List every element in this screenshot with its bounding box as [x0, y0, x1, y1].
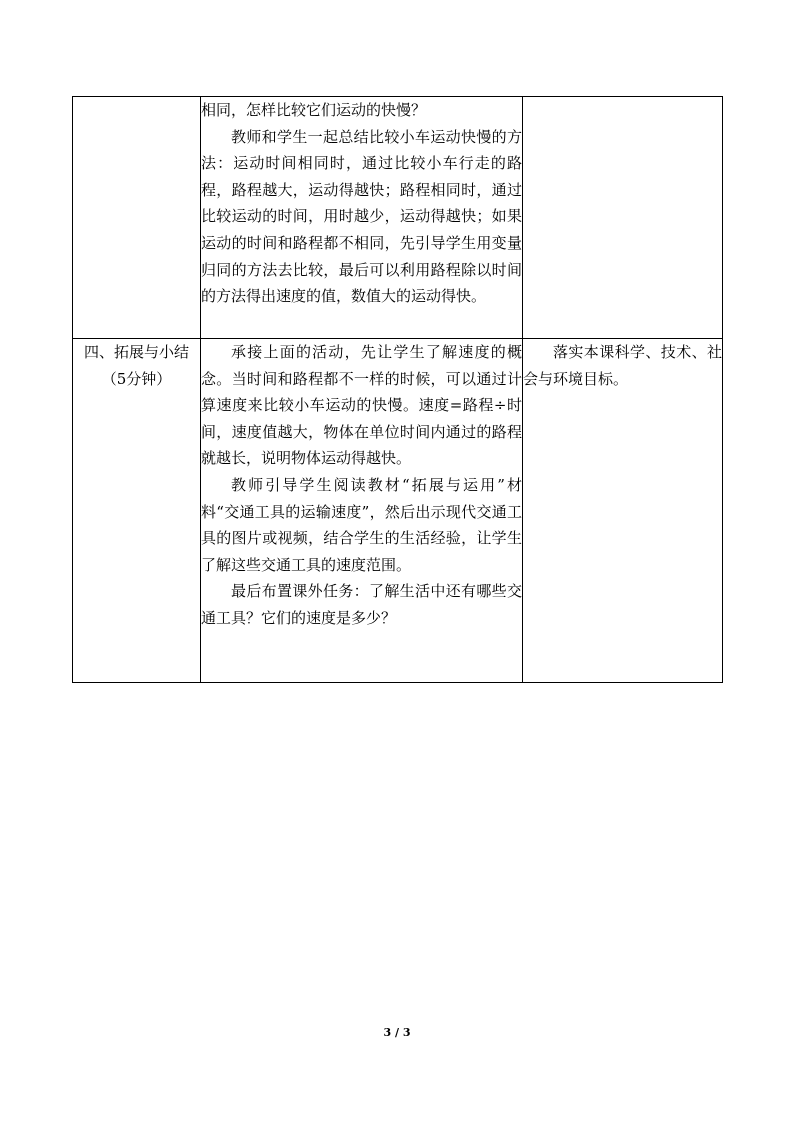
goal-text: 落实本课科学、技术、社会与环境目标。 — [523, 343, 722, 388]
stage-cell — [73, 97, 201, 339]
stage-title: 四、拓展与小结 — [83, 343, 189, 361]
page-number: 3 / 3 — [383, 1026, 411, 1039]
table-row — [73, 339, 723, 683]
lesson-plan-table — [72, 96, 723, 683]
content-cell — [201, 339, 523, 683]
goal-cell — [523, 339, 723, 683]
content-paragraph: 教师引导学生阅读教材“拓展与运用”材料“交通工具的运输速度”，然后出示现代交通工具的图片或视频，结合学生的生活经验，让学生了解这些交通工具的速度范围。 — [201, 475, 522, 574]
table-row — [73, 97, 723, 339]
goal-cell — [523, 97, 723, 339]
content-paragraph: 教师和学生一起总结比较小车运动快慢的方法：运动时间相同时，通过比较小车行走的路程，路程越大，运动得越快；路程相同时，通过比较运动的时间，用时越少，运动得越快；如果运动的时间和路程都不相同，先引导学生用变量归同的方法去比较，最后可以利用路程除以时间的方法得出速度的值，数值大的运动得快。 — [201, 127, 522, 306]
content-paragraph: 承接上面的活动，先让学生了解速度的概念。当时间和路程都不一样的时候，可以通过计算速度来比较小车运动的快慢。速度=路程÷时间，速度值越大，物体在单位时间内通过的路程就越长，说明物体运动得越快。 — [201, 343, 522, 468]
content-paragraph: 相同，怎样比较它们运动的快慢？ — [201, 101, 427, 119]
stage-duration: （5分钟） — [101, 369, 172, 388]
content-paragraph: 最后布置课外任务：了解生活中还有哪些交通工具？它们的速度是多少？ — [201, 582, 522, 627]
content-cell — [201, 97, 523, 339]
stage-cell — [73, 339, 201, 683]
